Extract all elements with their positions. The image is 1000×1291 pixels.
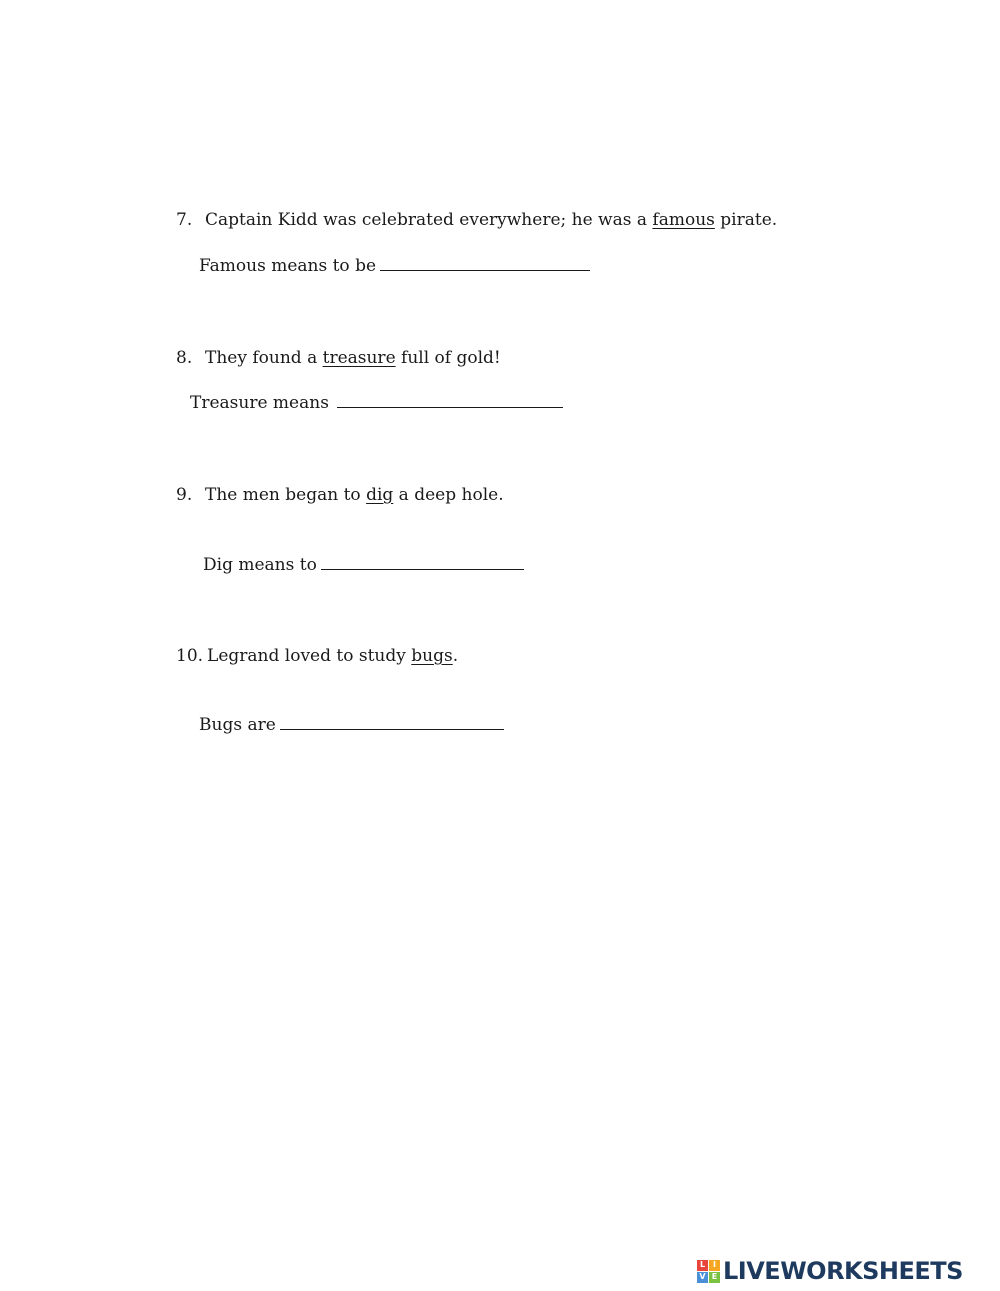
answer-prompt: Bugs are xyxy=(199,715,276,735)
question-9 xyxy=(176,483,504,507)
logo-block-l: L xyxy=(697,1260,708,1271)
answer-blank[interactable] xyxy=(321,553,524,570)
liveworksheets-logo[interactable] xyxy=(697,1255,963,1287)
sentence-start: The men began to xyxy=(205,485,367,505)
vocabulary-word: treasure xyxy=(322,348,396,368)
sentence-start: Captain Kidd was celebrated everywhere; he was a xyxy=(205,210,653,230)
answer-blank[interactable] xyxy=(337,391,563,408)
question-8 xyxy=(176,346,501,370)
answer-9 xyxy=(203,553,524,577)
answer-10 xyxy=(199,713,504,737)
answer-8 xyxy=(190,391,563,415)
question-number: 9. xyxy=(176,485,193,505)
vocabulary-word: bugs xyxy=(411,646,453,666)
logo-block-v: V xyxy=(697,1272,708,1283)
question-number: 8. xyxy=(176,348,193,368)
sentence-start: Legrand loved to study xyxy=(207,646,412,666)
question-7 xyxy=(176,208,777,232)
vocabulary-word: dig xyxy=(366,485,394,505)
sentence-end: pirate. xyxy=(714,210,778,230)
answer-blank[interactable] xyxy=(380,254,590,271)
logo-text: LIVEWORKSHEETS xyxy=(723,1257,963,1285)
sentence-start: They found a xyxy=(205,348,323,368)
vocabulary-word: famous xyxy=(652,210,715,230)
question-number: 7. xyxy=(176,210,193,230)
sentence-end: full of gold! xyxy=(395,348,501,368)
answer-prompt: Treasure means xyxy=(190,393,329,413)
sentence-end: . xyxy=(452,646,459,666)
question-number: 10. xyxy=(176,646,204,666)
answer-7 xyxy=(199,254,590,278)
logo-blocks-icon xyxy=(697,1260,720,1283)
logo-block-e: E xyxy=(709,1272,720,1283)
sentence-end: a deep hole. xyxy=(393,485,504,505)
question-10 xyxy=(176,644,458,668)
answer-prompt: Famous means to be xyxy=(199,256,377,276)
answer-prompt: Dig means to xyxy=(203,555,317,575)
logo-block-i: I xyxy=(709,1260,720,1271)
answer-blank[interactable] xyxy=(280,713,504,730)
